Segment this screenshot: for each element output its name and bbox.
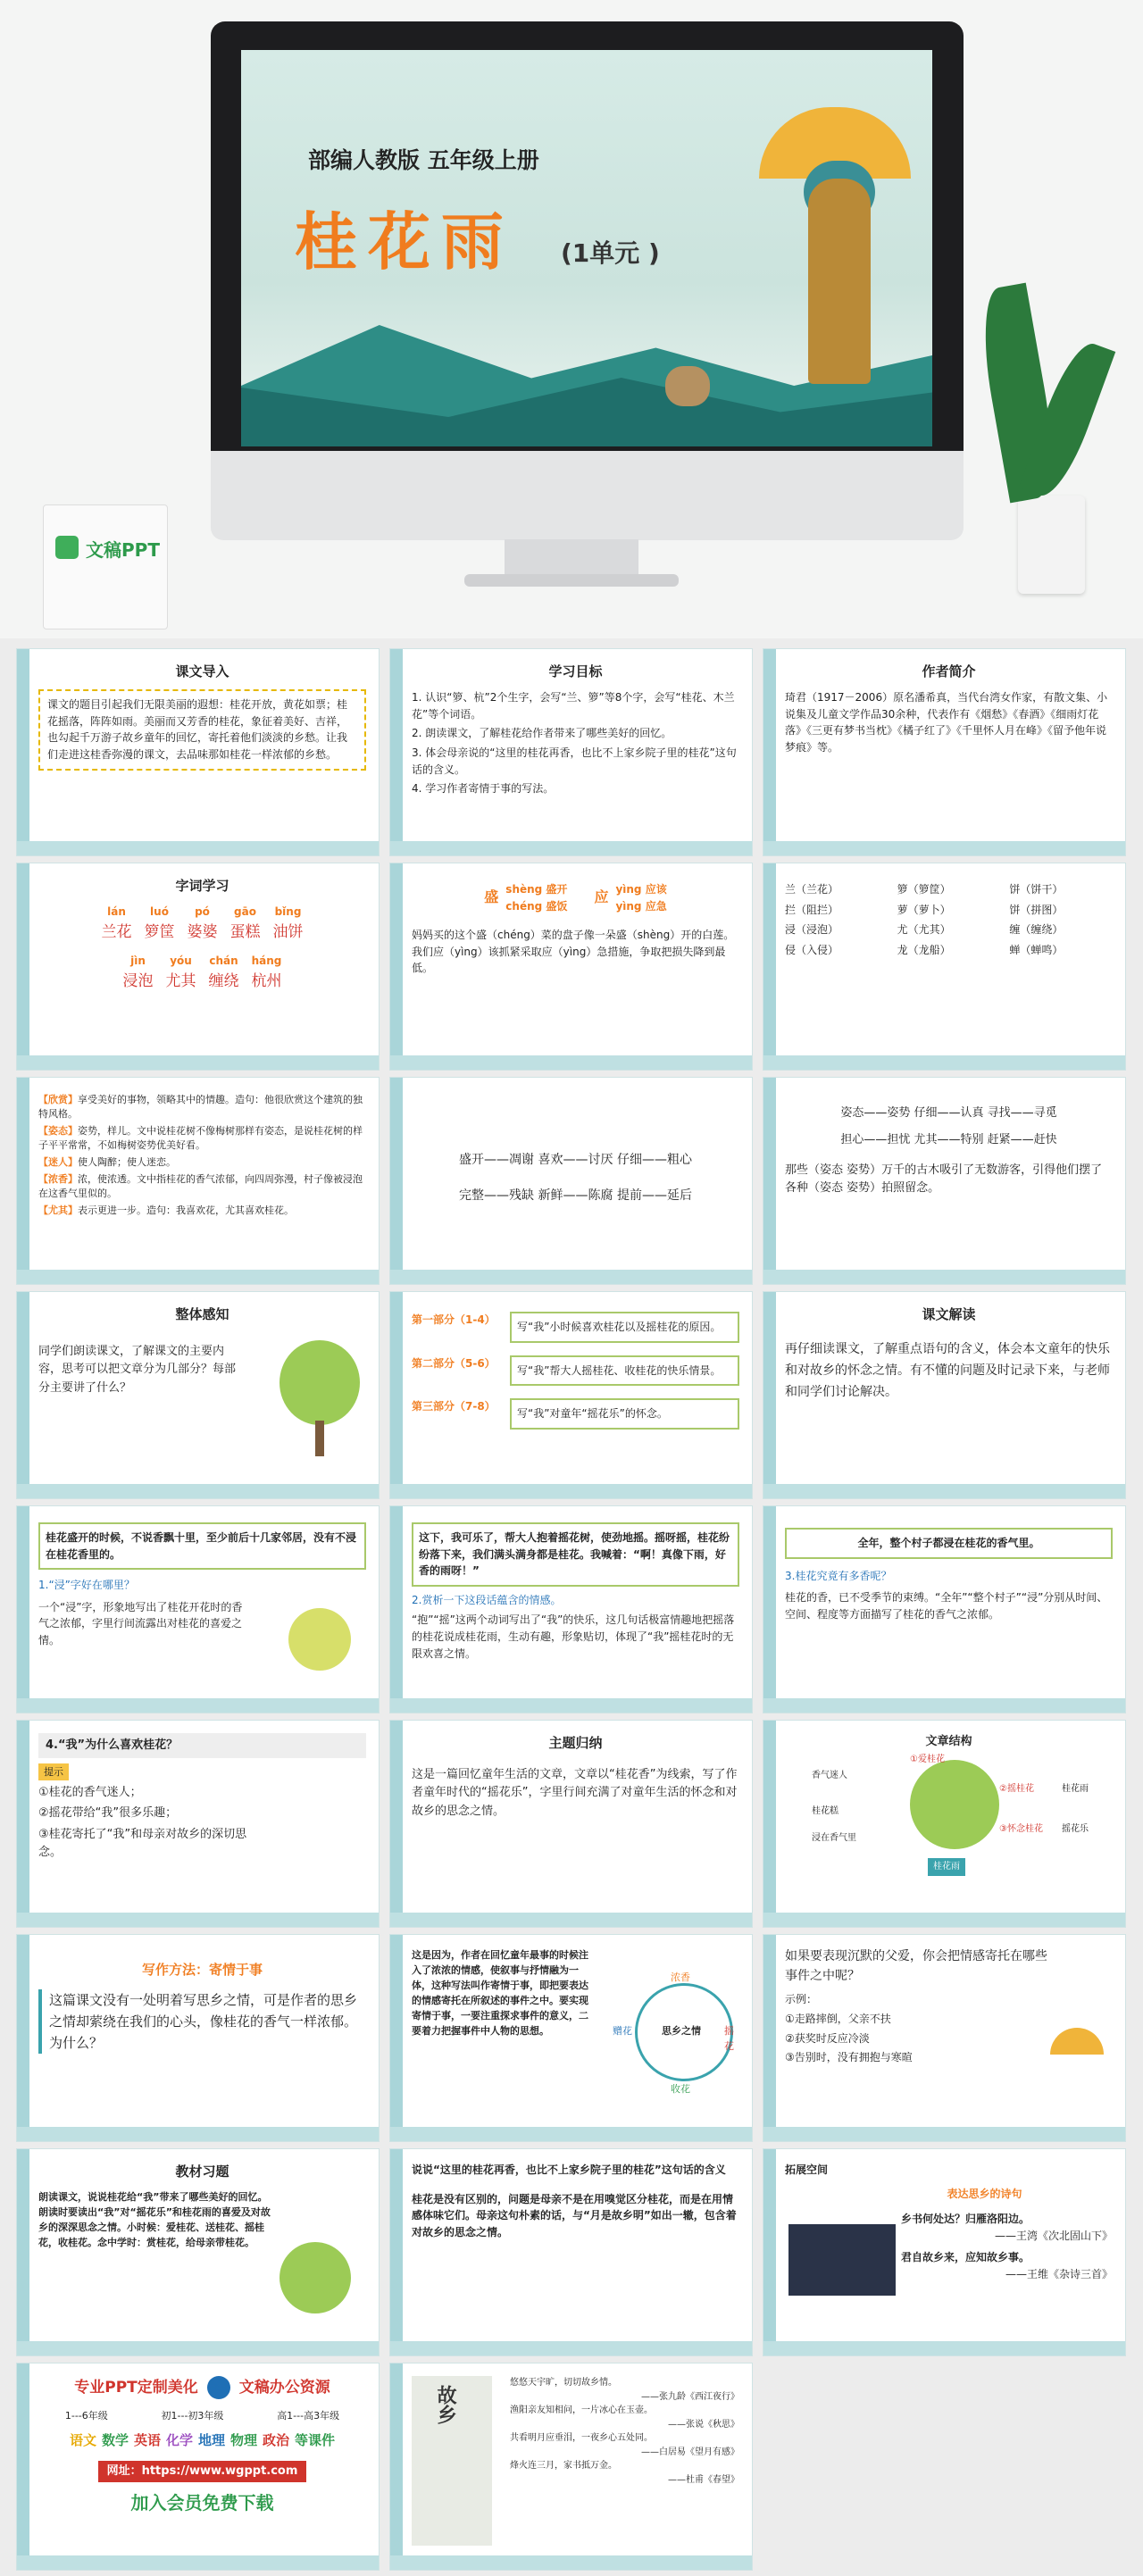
term: 【浓香】 bbox=[38, 1172, 78, 1185]
term: 【迷人】 bbox=[38, 1155, 78, 1168]
slide-goals bbox=[389, 648, 753, 856]
part-desc: 写“我”小时候喜欢桂花以及摇桂花的原因。 bbox=[510, 1312, 739, 1343]
mindmap-node: 桂花雨 bbox=[1062, 1784, 1089, 1794]
char-item: 侵（入侵） bbox=[785, 943, 839, 956]
hint-tag: 提示 bbox=[38, 1763, 69, 1780]
char-item: 萝（萝卜） bbox=[897, 903, 951, 916]
pinyin: chán bbox=[209, 955, 238, 968]
poem-line: 烽火连三月，家书抵万金。 bbox=[510, 2461, 617, 2471]
goal-item: 1. 认识“箩、杭”2个生字，会写“兰、箩”等8个字，会写“桂花、木兰花”等个词语。 bbox=[412, 691, 735, 721]
vocab-word: 尤其 bbox=[165, 971, 196, 990]
reading: chéng 盛饭 bbox=[505, 899, 568, 913]
subject: 物理 bbox=[230, 2432, 258, 2449]
slide-title: 教材习题 bbox=[175, 2163, 229, 2180]
question: 2.赏析一下这段话蕴含的情感。 bbox=[412, 1593, 562, 1606]
ad-text: 专业PPT定制美化 bbox=[74, 2379, 198, 2397]
answer: “抱”“摇”这两个动词写出了“我”的快乐，这几句话极富情趣地把摇落的桂花说成桂花雨，生动有趣，形象贴切，体现了“我”摇桂花时的无限欢喜之情。 bbox=[412, 1613, 735, 1660]
slide-title: 字词学习 bbox=[175, 878, 229, 894]
dog-illustration bbox=[665, 366, 710, 406]
quote-box: 这下，我可乐了，帮大人抱着摇花树，使劲地摇。摇呀摇，桂花纷纷落下来，我们满头满身都是桂花。我喊着：“啊！真像下雨，好香的雨呀！” bbox=[412, 1522, 739, 1587]
cycle-node: 收花 bbox=[671, 2083, 690, 2095]
char-item: 箩（箩筐） bbox=[897, 883, 951, 896]
mindmap-tree bbox=[910, 1760, 999, 1849]
slide-title: 作者简介 bbox=[922, 663, 976, 679]
grade-label: 1---6年级 bbox=[64, 2410, 108, 2422]
pinyin: lán bbox=[107, 905, 126, 919]
term: 【尤其】 bbox=[38, 1204, 78, 1216]
poem-line: 乡书何处达？归雁洛阳边。 bbox=[901, 2213, 1030, 2226]
brand-logo-icon bbox=[207, 2376, 230, 2399]
slide-q4 bbox=[16, 1720, 380, 1928]
slide-title: 主题归纳 bbox=[548, 1735, 603, 1751]
slide-extension bbox=[763, 2148, 1126, 2356]
answer: 桂花的香，已不受季节的束缚。“全年”“整个村子”“浸”分别从时间、空间、程度等方面描写了桂花的香气之浓郁。 bbox=[785, 1591, 1108, 1621]
synonym-row: 担心——担忧 尤其——特别 赶紧——赶快 bbox=[840, 1133, 1057, 1147]
part-label: 第一部分（1-4） bbox=[412, 1313, 496, 1326]
cycle-center: 思乡之情 bbox=[662, 2025, 701, 2037]
pinyin: gāo bbox=[234, 905, 256, 919]
desk-calendar bbox=[43, 504, 168, 629]
slide-body: 朗读课文，说说桂花给“我”带来了哪些美好的回忆。朗读时要读出“我”对“摇花乐”和桂花雨的喜爱及对故乡的深深思念之情。小时候：爱桂花、送桂花、摇桂花，收桂花。念中学时：赏桂花，给母亲带桂花。 bbox=[38, 2191, 271, 2249]
question: 1.“浸”字好在哪里？ bbox=[38, 1579, 135, 1592]
example-item: ①走路摔倒，父亲不扶 bbox=[785, 2012, 891, 2025]
poem-source: ——王湾《次北固山下》 bbox=[994, 2229, 1113, 2242]
slide-theme bbox=[389, 1720, 753, 1928]
hero-banner bbox=[0, 0, 1143, 638]
slide-fatherly-love bbox=[763, 1934, 1126, 2142]
slide-word-meanings bbox=[16, 1077, 380, 1285]
osmanthus-flower-illustration bbox=[288, 1608, 351, 1671]
slide-structure-parts bbox=[389, 1291, 753, 1499]
mindmap-root: 桂花雨 bbox=[928, 1858, 965, 1876]
mindmap-node: 香气迷人 bbox=[812, 1771, 847, 1780]
synonym-row: 姿态——姿势 仔细——认真 寻找——寻觅 bbox=[840, 1106, 1057, 1120]
question: 如果要表现沉默的父爱，你会把情感寄托在哪些事件之中呢？ bbox=[785, 1949, 1047, 1983]
slide-body: 课文的题目引起我们无限美丽的遐想：桂花开放，黄花如票；桂花摇落，阵阵如雨。美丽而又芳香的桂花，象征着美好、吉祥，也勾起千万游子故乡童年的回忆，寄托着他们淡淡的乡愁。让我们走进这桂香弥漫的课文，去品味那如桂花一样浓郁的乡愁。 bbox=[38, 689, 366, 770]
definition: 享受美好的事物，领略其中的情趣。造句：他很欣赏这个建筑的独特风格。 bbox=[38, 1094, 363, 1120]
vocab-word: 杭州 bbox=[251, 971, 282, 990]
slide-vocab bbox=[16, 863, 380, 1071]
reading: shèng 盛开 bbox=[505, 883, 568, 896]
mindmap-node: ③怀念桂花 bbox=[999, 1824, 1043, 1834]
cycle-node: 赠花 bbox=[613, 2025, 632, 2037]
pinyin: háng bbox=[251, 955, 282, 968]
slide-synonyms bbox=[763, 1077, 1126, 1285]
pinyin: bǐng bbox=[274, 905, 302, 919]
poem-source: ——杜甫《春望》 bbox=[668, 2474, 739, 2485]
slide-title: 写作方法：寄情于事 bbox=[141, 1962, 263, 1978]
slide-body: 这是一篇回忆童年生活的文章，文章以“桂花香”为线索，写了作者童年时代的“摇花乐”，字里行间充满了对童年生活的怀念和对故乡的思念之情。 bbox=[412, 1768, 738, 1818]
slide-title: 说说“这里的桂花再香，也比不上家乡院子里的桂花”这句话的含义 bbox=[412, 2163, 726, 2176]
part-label: 第三部分（7-8） bbox=[412, 1400, 496, 1413]
slide-polyphone bbox=[389, 863, 753, 1071]
poem-source: ——张九龄《西江夜行》 bbox=[641, 2391, 739, 2402]
char-item: 缠（缠绕） bbox=[1009, 923, 1064, 937]
vocab-word: 缠绕 bbox=[208, 971, 239, 990]
hint-item: ②摇花带给“我”很多乐趣； bbox=[38, 1806, 178, 1821]
moon-night-image bbox=[788, 2224, 896, 2296]
poem-source: ——张说《秋思》 bbox=[668, 2419, 739, 2430]
poem-line: 共看明月应垂泪，一夜乡心五处同。 bbox=[510, 2433, 653, 2443]
pinyin: pó bbox=[195, 905, 210, 919]
slide-title: 课文解读 bbox=[922, 1306, 976, 1322]
slide-title: 文章结构 bbox=[925, 1735, 972, 1748]
plant-pot bbox=[1018, 496, 1085, 594]
poem-line: 渔阳亲友知相问，一片冰心在玉壶。 bbox=[510, 2405, 653, 2415]
logo-text: 文稿PPT bbox=[86, 539, 160, 561]
subject: 语文 bbox=[69, 2432, 96, 2449]
grade-label: 高1---高3年级 bbox=[277, 2410, 340, 2422]
slide-title: 学习目标 bbox=[548, 663, 603, 679]
char: 盛 bbox=[484, 888, 499, 906]
goal-item: 3. 体会母亲说的“这里的桂花再香，也比不上家乡院子里的桂花”这句话的含义。 bbox=[412, 746, 737, 776]
slide-title: 课文导入 bbox=[175, 663, 229, 679]
slide-q3 bbox=[763, 1505, 1126, 1713]
slide-emotion-in-events bbox=[389, 1934, 753, 2142]
cover-title: 桂花雨 bbox=[295, 205, 514, 279]
slide-writing-method bbox=[16, 1934, 380, 2142]
vertical-title: 故乡 bbox=[434, 2385, 457, 2424]
slide-body: 琦君（1917－2006）原名潘希真，当代台湾女作家，有散文集、小说集及儿童文学作品30余种，代表作有《烟愁》《春酒》《细雨灯花落》《三更有梦书当枕》《橘子红了》《千里怀人月在峰》《留予他年说梦痕》等。 bbox=[785, 691, 1108, 754]
part-desc: 写“我”帮大人摇桂花、收桂花的快乐情景。 bbox=[510, 1355, 739, 1387]
quote-box: 全年，整个村子都浸在桂花的香气里。 bbox=[785, 1528, 1113, 1559]
slide-body: 桂花是没有区别的，问题是母亲不是在用嗅觉区分桂花，而是在用情感体味它们。母亲这句朴素的话，与“月是故乡明”如出一辙，包含着对故乡的思念之情。 bbox=[412, 2192, 737, 2238]
definition: 姿势，样儿。文中说桂花树不像梅树那样有姿态，是说桂花树的样子平平常常，不如梅树姿势优美好看。 bbox=[38, 1124, 363, 1151]
reading: yìng 应该 bbox=[615, 883, 667, 896]
vocab-word: 婆婆 bbox=[187, 922, 218, 941]
slide-author bbox=[763, 648, 1126, 856]
slide-meaning bbox=[389, 2148, 753, 2356]
vocab-word: 蛋糕 bbox=[229, 922, 261, 941]
monitor-base bbox=[464, 574, 679, 587]
answer: 一个“浸”字，形象地写出了桂花开花时的香气之浓郁，字里行间流露出对桂花的喜爱之情。 bbox=[38, 1600, 243, 1646]
mindmap-node: 浸在香气里 bbox=[812, 1833, 856, 1843]
cycle-node: 摇花 bbox=[724, 2025, 734, 2053]
subject: 英语 bbox=[133, 2432, 161, 2449]
poem-line: 悠悠天宇旷，切切故乡情。 bbox=[510, 2378, 617, 2388]
website-link[interactable]: 网址：https://www.wgppt.com bbox=[98, 2461, 307, 2482]
girl-illustration bbox=[808, 179, 871, 384]
char-item: 蝉（蝉鸣） bbox=[1009, 943, 1064, 956]
mindmap-node: ①爱桂花 bbox=[910, 1755, 945, 1764]
monitor-stand bbox=[505, 539, 638, 575]
quote-box: 桂花盛开的时候，不说香飘十里，至少前后十几家邻居，没有不浸在桂花香里的。 bbox=[38, 1522, 366, 1570]
slide-body: 再仔细读课文，了解重点语句的含义，体会本文童年的快乐和对故乡的怀念之情。有不懂的问题及时记录下来，与老师和同学们讨论解决。 bbox=[785, 1342, 1110, 1399]
char-item: 浸（浸泡） bbox=[785, 923, 839, 937]
vocab-word: 浸泡 bbox=[122, 971, 154, 990]
char-item: 龙（龙船） bbox=[897, 943, 951, 956]
char-item: 兰（兰花） bbox=[785, 883, 839, 896]
mindmap-node: 摇花乐 bbox=[1062, 1824, 1089, 1834]
slide-body: 这是因为，作者在回忆童年最事的时候注入了浓浓的情感，使叙事与抒情融为一体，这种写法叫作寄情于事，即把要表达的情感寄托在所叙述的事件之中。要实现寄情于事，一要注重探求事件的意义，二要着力把握事件中人物的思想。 bbox=[412, 1949, 588, 2038]
slide-body: 那些（姿态 姿势）万千的古木吸引了无数游客，引得他们摆了各种（姿态 姿势）拍照留念。 bbox=[785, 1163, 1103, 1196]
slide-exercise bbox=[16, 2148, 380, 2356]
mindmap-node: ②摇桂花 bbox=[999, 1784, 1034, 1794]
logo-icon bbox=[55, 536, 79, 559]
char-item: 尤（尤其） bbox=[897, 923, 951, 937]
subject: 数学 bbox=[101, 2432, 129, 2449]
poem-source: ——白居易《望月有感》 bbox=[641, 2447, 739, 2457]
hint-item: ①桂花的香气迷人； bbox=[38, 1786, 142, 1800]
pinyin: jìn bbox=[130, 955, 146, 968]
char-item: 拦（阻拦） bbox=[785, 903, 839, 916]
slide-title: 整体感知 bbox=[175, 1306, 229, 1322]
slide-overview bbox=[16, 1291, 380, 1499]
term: 【姿态】 bbox=[38, 1124, 78, 1137]
term: 【欣赏】 bbox=[38, 1094, 78, 1105]
slide-q2 bbox=[389, 1505, 753, 1713]
part-desc: 写“我”对童年“摇花乐”的怀念。 bbox=[510, 1398, 739, 1430]
slide-body: 同学们朗读课文，了解课文的主要内容，思考可以把文章分为几部分？每部分主要讲了什么？ bbox=[38, 1345, 237, 1395]
char-item: 饼（饼干） bbox=[1009, 883, 1064, 896]
subject: 地理 bbox=[198, 2432, 226, 2449]
example-tag: 示例： bbox=[785, 1993, 818, 2006]
example-item: ②获奖时反应冷淡 bbox=[785, 2031, 870, 2045]
monitor-chin bbox=[211, 451, 964, 540]
slide-q1 bbox=[16, 1505, 380, 1713]
goal-item: 2. 朗读课文，了解桂花给作者带来了哪些美好的回忆。 bbox=[412, 727, 672, 740]
subject: 政治 bbox=[263, 2432, 290, 2449]
antonym-row: 完整——残缺 新鲜——陈腐 提前——延后 bbox=[459, 1188, 692, 1203]
vocab-word: 油饼 bbox=[272, 922, 304, 941]
ad-text: 文稿办公资源 bbox=[238, 2379, 330, 2397]
question: 4.“我”为什么喜欢桂花？ bbox=[38, 1733, 366, 1758]
grade-label: 初1---初3年级 bbox=[161, 2410, 224, 2422]
slide-title: 拓展空间 bbox=[785, 2163, 829, 2176]
mindmap-node: 桂花糕 bbox=[812, 1806, 838, 1816]
char-item: 饼（拼图） bbox=[1009, 903, 1064, 916]
cover-subtitle: 部编人教版 五年级上册 bbox=[308, 147, 539, 173]
definition: 使人陶醉；使人迷恋。 bbox=[78, 1155, 176, 1168]
poem-source: ——王维《杂诗三首》 bbox=[1005, 2267, 1113, 2280]
subject: 等课件 bbox=[295, 2432, 336, 2449]
children-tree-illustration bbox=[279, 2242, 351, 2313]
join-cta[interactable]: 加入会员免费下载 bbox=[130, 2491, 274, 2513]
pinyin: yóu bbox=[170, 955, 192, 968]
antonym-row: 盛开——凋谢 喜欢——讨厌 仔细——粗心 bbox=[459, 1152, 692, 1167]
slide-reading bbox=[763, 1291, 1126, 1499]
definition: 浓，使浓透。文中指桂花的香气浓郁，向四周弥漫，村子像被浸泡在这香气里似的。 bbox=[38, 1172, 363, 1199]
cover-unit: (1单元 ) bbox=[561, 238, 660, 268]
slide-intro bbox=[16, 648, 380, 856]
question: 3.桂花究竟有多香呢？ bbox=[785, 1569, 892, 1582]
vocab-word: 兰花 bbox=[101, 922, 132, 941]
slide-antonyms bbox=[389, 1077, 753, 1285]
char: 应 bbox=[594, 888, 609, 906]
part-label: 第二部分（5-6） bbox=[412, 1356, 496, 1370]
tree-trunk bbox=[315, 1421, 324, 1456]
slide-body: 这篇课文没有一处明着写思乡之情，可是作者的思乡之情却萦绕在我们的心头，像桂花的香气一样浓郁。为什么？ bbox=[38, 1989, 366, 2054]
example-item: ③告别时，没有拥抱与寒暄 bbox=[785, 2051, 913, 2064]
reading: yìng 应急 bbox=[615, 899, 667, 913]
vocab-word: 箩筐 bbox=[144, 922, 175, 941]
slide-body: 妈妈买的这个盛（chéng）菜的盘子像一朵盛（shèng）开的白莲。我们应（yìng）该抓紧采取应（yìng）急措施，争取把损失降到最低。 bbox=[412, 929, 735, 975]
definition: 表示更进一步。造句：我喜欢花，尤其喜欢桂花。 bbox=[78, 1204, 294, 1216]
hint-item: ③桂花寄托了“我”和母亲对故乡的深切思念。 bbox=[38, 1827, 247, 1859]
poem-line: 君自故乡来，应知故乡事。 bbox=[901, 2251, 1030, 2264]
slide-hometown-poems bbox=[389, 2363, 753, 2571]
cycle-node: 浓香 bbox=[671, 1972, 690, 1983]
slide-similar-chars bbox=[763, 863, 1126, 1071]
poem-heading: 表达思乡的诗句 bbox=[947, 2187, 1022, 2200]
goal-item: 4. 学习作者寄情于事的写法。 bbox=[412, 782, 555, 796]
slide-structure-map bbox=[763, 1720, 1126, 1928]
subject: 化学 bbox=[165, 2432, 193, 2449]
pinyin: luó bbox=[150, 905, 169, 919]
slide-advertisement bbox=[16, 2363, 380, 2571]
osmanthus-tree-illustration bbox=[279, 1340, 360, 1425]
